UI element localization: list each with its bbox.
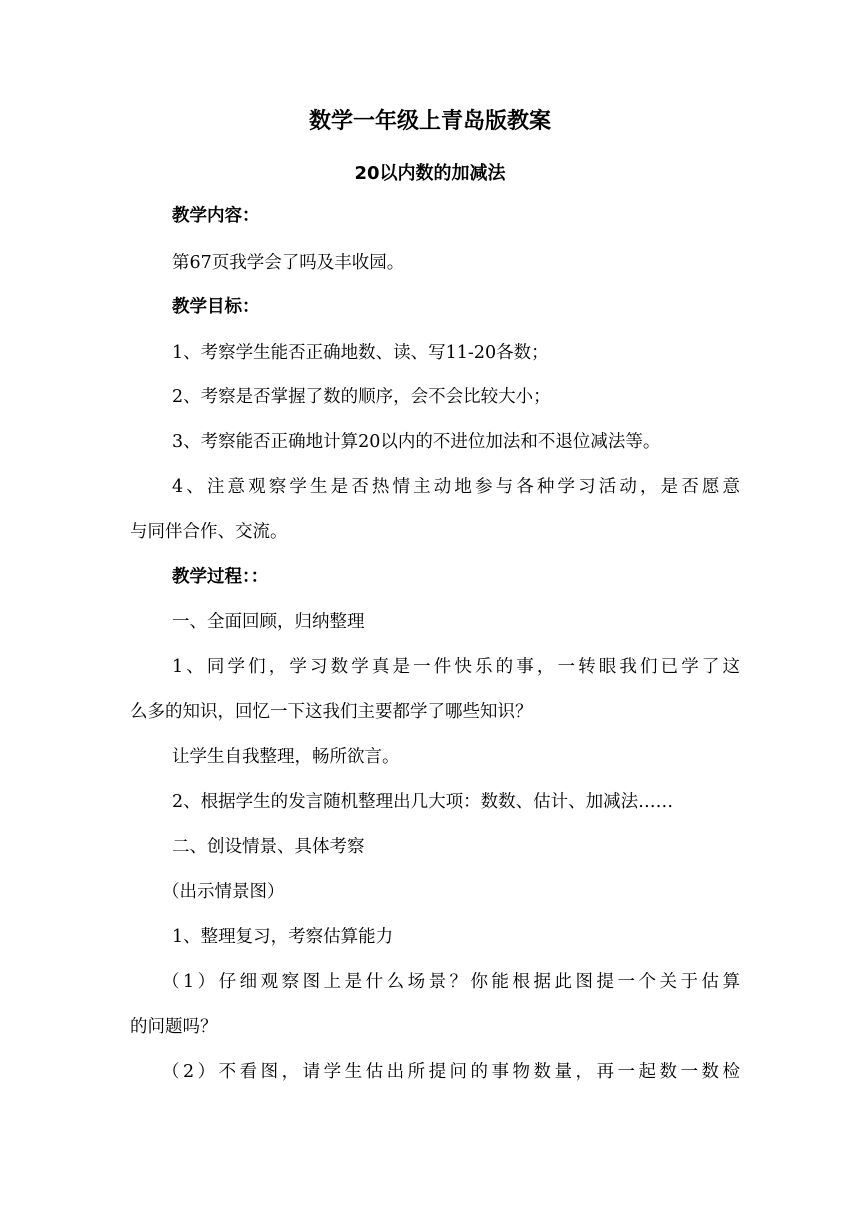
process-line: 二、创设情景、具体考察 <box>172 837 365 857</box>
document-title: 数学一年级上青岛版教案 <box>308 109 551 134</box>
process-line: （2）不看图，请学生估出所提问的事物数量，再一起数一数检 <box>162 1062 740 1082</box>
process-line: 1、同学们，学习数学真是一件快乐的事，一转眼我们已学了这 <box>172 657 740 677</box>
goals-heading: 教学目标： <box>172 297 260 317</box>
goal-item-continuation: 与同伴合作、交流。 <box>130 522 288 542</box>
process-line: （出示情景图） <box>162 882 285 902</box>
process-line: 让学生自我整理，畅所欲言。 <box>172 747 400 767</box>
process-line-continuation: 么多的知识，回忆一下这我们主要都学了哪些知识？ <box>130 702 533 722</box>
process-line: 一、全面回顾，归纳整理 <box>172 612 365 632</box>
content-heading: 教学内容： <box>172 206 260 226</box>
process-line-continuation: 的问题吗？ <box>130 1017 218 1037</box>
process-line: （1）仔细观察图上是什么场景？你能根据此图提一个关于估算 <box>162 972 740 992</box>
process-line: 2、根据学生的发言随机整理出几大项：数数、估计、加减法…… <box>172 792 674 812</box>
goal-item: 1、考察学生能否正确地数、读、写11-20各数； <box>172 343 549 363</box>
goal-item: 4、注意观察学生是否热情主动地参与各种学习活动，是否愿意 <box>172 477 740 497</box>
process-line: 1、整理复习，考察估算能力 <box>172 927 394 947</box>
document-subtitle: 20以内数的加减法 <box>354 163 506 184</box>
goal-item: 2、考察是否掌握了数的顺序，会不会比较大小； <box>172 387 551 407</box>
goal-item: 3、考察能否正确地计算20以内的不进位加法和不退位减法等。 <box>172 432 661 452</box>
process-heading: 教学过程：： <box>172 567 269 587</box>
content-text: 第67页我学会了吗及丰收园。 <box>172 253 405 273</box>
